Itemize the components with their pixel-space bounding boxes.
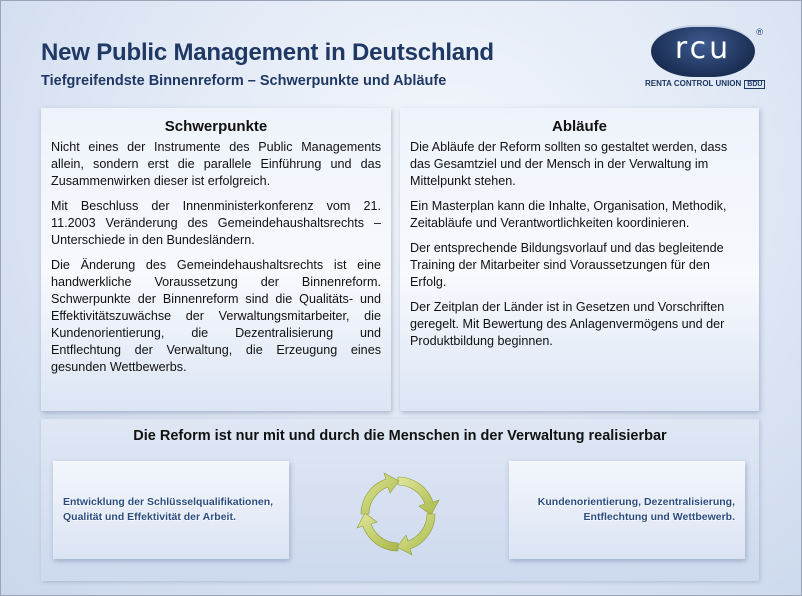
kundenorientierung-box [509,461,745,559]
ablaeufe-heading: Abläufe [551,118,607,135]
page-title: New Public Management in Deutschland [41,39,494,66]
ablaeufe-paragraph: Der entsprechende Bildungsvorlauf und das begleitende Training der Mitarbeiter sind Voraussetzungen für den Erfolg. [410,241,724,289]
reform-section [41,419,759,581]
logo-registered-mark: ® [756,27,763,37]
schwerpunkte-paragraph: Nicht eines der Instrumente des Public Managements allein, sondern erst die parallele Einführung und das Zusammenwirken dieser ist erfolgreich. [51,140,381,188]
ablaeufe-panel [400,108,759,411]
logo-tagline [645,79,765,88]
schwerpunkte-paragraph: Die Änderung des Gemeindehaushaltsrechts ist eine handwerkliche Voraussetzung der Binnenreform. Schwerpunkte der Binnenreform sind die Qualitäts- und Effektivitätszuwächse der Verwaltungsmitarbeiter, die Kundenorientierung, die Dezentralisierung und Entflechtung der Verwaltung, die Erzeugung eines gesunden Wettbewerbs. [51,258,381,374]
logo-bdu-badge: BDU [744,80,765,89]
schwerpunkte-paragraph: Mit Beschluss der Innenministerkonferenz vom 21. 11.2003 Veränderung des Gemeindehaushaltsrechts – Unterschiede in den Bundesländern. [51,199,381,247]
ablaeufe-paragraph: Die Abläufe der Reform sollten so gestaltet werden, dass das Gesamtziel und der Mensch in der Verwaltung im Mittelpunkt stehen. [410,140,728,188]
ablaeufe-paragraph: Ein Masterplan kann die Inhalte, Organisation, Methodik, Zeitabläufe und Verantwortlichkeiten koordinieren. [410,199,727,230]
kundenorientierung-text: Kundenorientierung, Dezentralisierung, Entflechtung und Wettbewerb. [537,496,735,523]
ablaeufe-paragraph: Der Zeitplan der Länder ist in Gesetzen und Vorschriften geregelt. Mit Bewertung des Anlagenvermögens und der Produktbildung beginnen. [410,300,725,348]
reform-heading: Die Reform ist nur mit und durch die Menschen in der Verwaltung realisierbar [133,428,667,444]
qualifikation-box [53,461,289,559]
rcu-logo [643,25,763,95]
circular-arrows-icon [353,469,443,559]
page-subtitle: Tiefgreifendste Binnenreform – Schwerpunkte und Abläufe [41,73,447,89]
logo-text: rcu [674,31,732,66]
qualifikation-text: Entwicklung der Schlüsselqualifikationen, Qualität und Effektivität der Arbeit. [63,496,274,523]
logo-tagline-text: RENTA CONTROL UNION [645,79,742,88]
schwerpunkte-panel [41,108,391,411]
schwerpunkte-heading: Schwerpunkte [164,118,268,135]
